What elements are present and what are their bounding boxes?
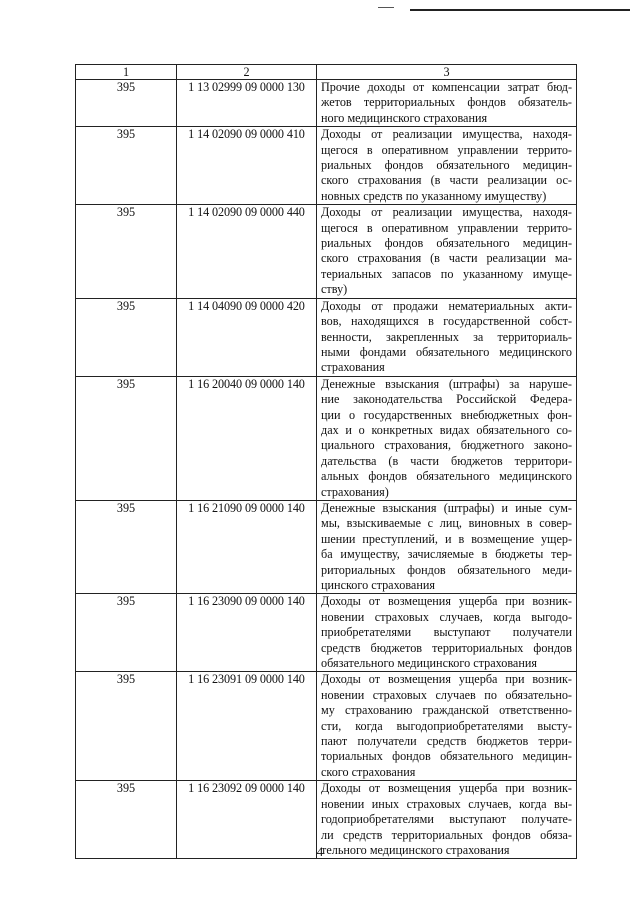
description-line: щегося в оперативном управлении террито-: [321, 220, 572, 235]
admin-code-cell: 395: [76, 594, 177, 672]
admin-code-cell: 395: [76, 205, 177, 298]
budget-classification-code-cell: 1 16 23090 09 0000 140: [177, 594, 317, 672]
description-line: новении страховых случаев, когда выгодо-: [321, 609, 572, 624]
description-cell: [317, 672, 577, 781]
table-row: [76, 672, 577, 781]
description-line: Денежные взыскания (штрафы) и иные сум-: [321, 500, 572, 515]
table-row: [76, 298, 577, 376]
description-line: риториальных фондов обязательного меди-: [321, 562, 572, 577]
description-line: ными фондами обязательного медицинского: [321, 344, 572, 359]
description-line: ского страхования (в части реализации ос-: [321, 173, 572, 188]
description-line: Прочие доходы от компенсации затрат бюд-: [321, 80, 572, 94]
description-line: циального страхования, бюджетного законо-: [321, 438, 572, 453]
description-line: щегося в оперативном управлении террито-: [321, 142, 572, 157]
description-line: Доходы от возмещения ущерба при возник-: [321, 672, 572, 687]
budget-classification-code-cell: 1 14 02090 09 0000 410: [177, 127, 317, 205]
description-line: ции о государственных внебюджетных фон-: [321, 407, 572, 422]
description-cell: [317, 205, 577, 298]
admin-code-cell: 395: [76, 127, 177, 205]
table-row: [76, 205, 577, 298]
description-line: мы, взыскиваемые с лиц, виновных в совер-: [321, 516, 572, 531]
admin-code-cell: 395: [76, 781, 177, 859]
budget-classification-code-cell: 1 14 02090 09 0000 440: [177, 205, 317, 298]
table-header-row: [76, 65, 577, 80]
description-line: альных фондов обязательного медицинского: [321, 469, 572, 484]
header-col-1: 1: [76, 65, 177, 80]
table-row: [76, 127, 577, 205]
table-row: [76, 500, 577, 593]
budget-classification-code-cell: 1 16 20040 09 0000 140: [177, 376, 317, 500]
description-line: страхования: [321, 360, 385, 375]
description-cell: [317, 127, 577, 205]
admin-code-cell: 395: [76, 376, 177, 500]
description-line: пают получатели средств бюджетов терри-: [321, 734, 572, 749]
table-row: [76, 80, 577, 127]
description-line: Доходы от возмещения ущерба при возник-: [321, 594, 572, 609]
description-line: цинского страхования: [321, 578, 435, 592]
description-line: тельного медицинского страхования: [321, 842, 510, 857]
description-line: средств бюджетов территориальных фондов: [321, 640, 572, 655]
description-line: новении страховых случаев по обязательно-: [321, 687, 572, 702]
description-line: вов, находящихся в государственной собст-: [321, 314, 572, 329]
description-line: ного медицинского страхования: [321, 110, 488, 125]
budget-classification-code-cell: 1 16 23091 09 0000 140: [177, 672, 317, 781]
admin-code-cell: 395: [76, 298, 177, 376]
scan-mark: [378, 7, 394, 8]
description-line: Денежные взыскания (штрафы) за наруше-: [321, 376, 572, 391]
description-line: ли средств территориальных фондов обяза-: [321, 827, 572, 842]
description-cell: [317, 298, 577, 376]
budget-classification-code-cell: 1 14 04090 09 0000 420: [177, 298, 317, 376]
description-cell: [317, 594, 577, 672]
description-line: новных средств по указанному имуществу): [321, 188, 547, 203]
description-line: ние законодательства Российской Федера-: [321, 392, 572, 407]
page-number: 4: [316, 844, 324, 859]
budget-classification-code-cell: 1 16 23092 09 0000 140: [177, 781, 317, 859]
description-line: венности, закрепленных за территориаль-: [321, 329, 572, 344]
admin-code-cell: 395: [76, 672, 177, 781]
header-col-2: 2: [177, 65, 317, 80]
description-line: ству): [321, 282, 348, 297]
budget-classification-code-cell: 1 16 21090 09 0000 140: [177, 500, 317, 593]
description-line: риальных фондов обязательного медицин-: [321, 158, 572, 173]
description-line: жетов территориальных фондов обязатель-: [321, 95, 572, 110]
description-cell: [317, 376, 577, 500]
description-line: ториальных фондов обязательного медицин-: [321, 749, 572, 764]
description-line: Доходы от реализации имущества, находя-: [321, 205, 572, 220]
description-line: страхования): [321, 484, 389, 499]
description-line: териальных запасов по указанному имуще-: [321, 266, 572, 281]
table-row: [76, 594, 577, 672]
budget-classification-code-cell: 1 13 02999 09 0000 130: [177, 80, 317, 127]
revenue-codes-table: [75, 64, 577, 859]
description-line: му страхованию гражданской ответственно-: [321, 703, 572, 718]
description-line: обязательного медицинского страхования: [321, 656, 537, 671]
description-line: Доходы от продажи нематериальных акти-: [321, 298, 572, 313]
description-line: Доходы от возмещения ущерба при возник-: [321, 781, 572, 796]
description-cell: [317, 80, 577, 127]
table-row: [76, 376, 577, 500]
description-line: дательства (в части бюджетов территори-: [321, 453, 572, 468]
description-line: приобретателями выступают получатели: [321, 625, 572, 640]
header-col-3: 3: [317, 65, 577, 80]
description-line: новении иных страховых случаев, когда вы-: [321, 796, 572, 811]
top-rule: [410, 9, 630, 11]
admin-code-cell: 395: [76, 500, 177, 593]
admin-code-cell: 395: [76, 80, 177, 127]
description-line: Доходы от реализации имущества, находя-: [321, 127, 572, 142]
description-line: дах и о конкретных видах обязательного со-: [321, 422, 572, 437]
description-line: сти, когда выгодоприобретателями высту-: [321, 718, 572, 733]
description-line: шении преступлений, и в возмещение ущер-: [321, 531, 572, 546]
description-line: ба имуществу, зачисляемые в бюджеты тер-: [321, 547, 572, 562]
description-line: ского страхования: [321, 764, 416, 779]
description-line: годоприобретателями выступают получате-: [321, 812, 572, 827]
description-cell: [317, 500, 577, 593]
description-line: риальных фондов обязательного медицин-: [321, 236, 572, 251]
description-line: ского страхования (в части реализации ма-: [321, 251, 572, 266]
